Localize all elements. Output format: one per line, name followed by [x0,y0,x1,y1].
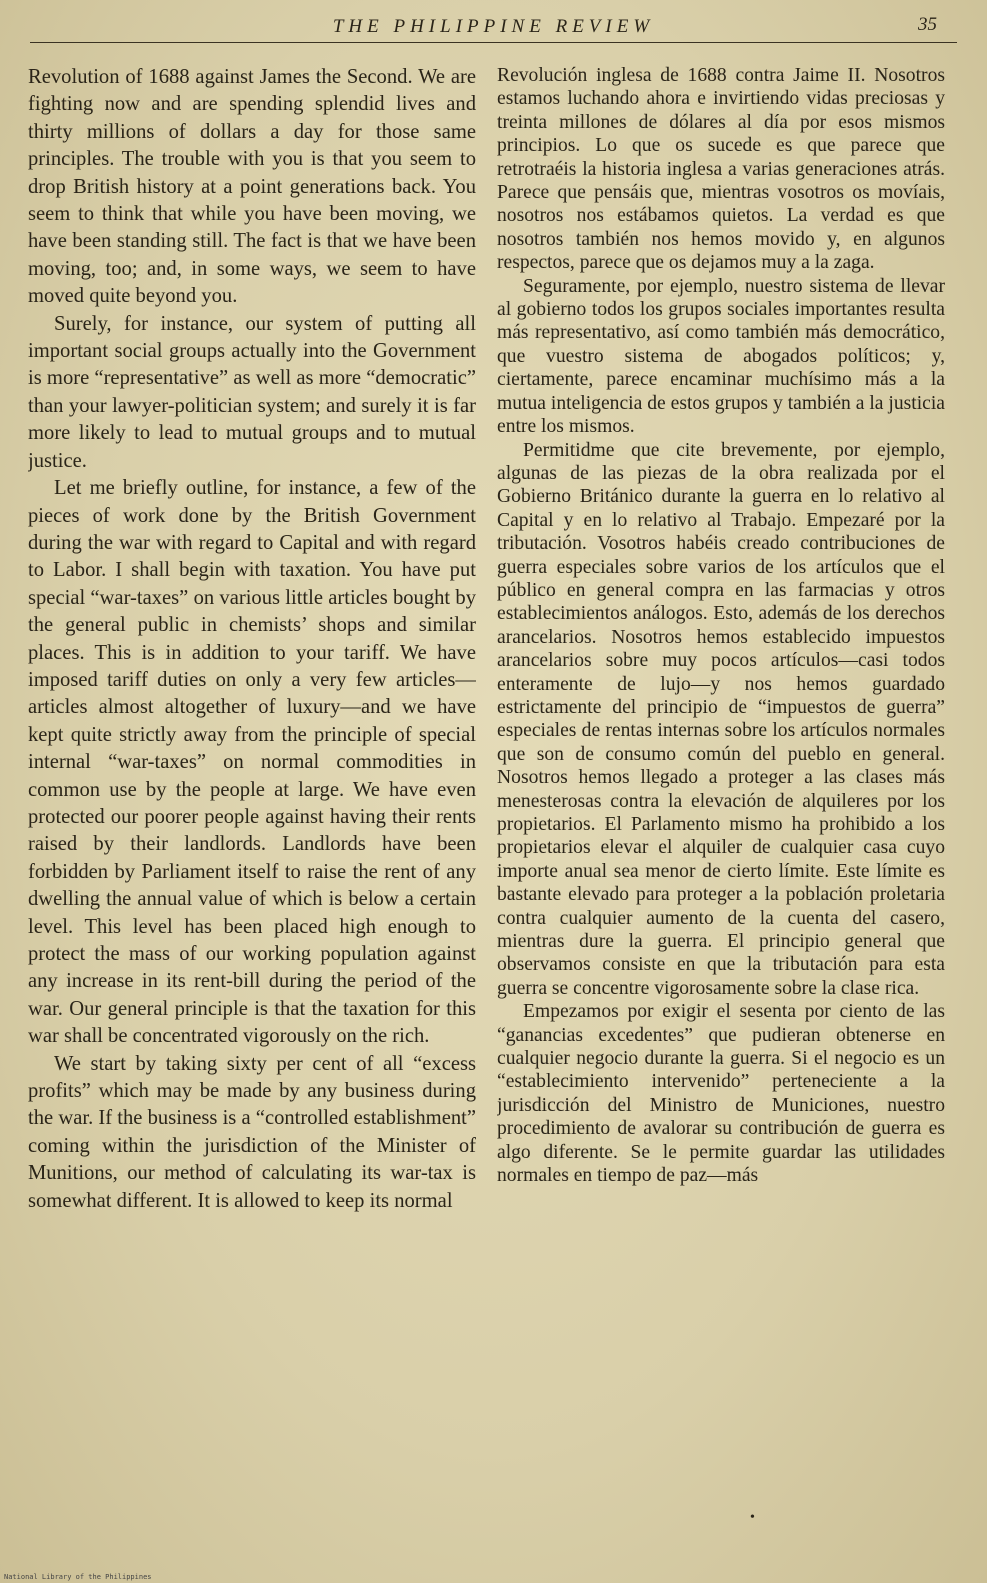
ink-dot: • [750,1510,755,1525]
spanish-paragraph: Seguramente, por ejemplo, nuestro sistema de llevar al gobierno todos los grupos sociales importantes resulta más representativo, así como también más democrático, que vuestro sistema de abogados políticos; y, ciertamente, parece encaminar muchísimo más a la mutua inteligencia de estos grupos y también a la justicia entre los mismos. [497,275,945,438]
spanish-paragraph: Empezamos por exigir el sesenta por ciento de las “ganancias excedentes” que pudieran obtenerse en cualquier negocio durante la guerra. Si el negocio es un “establecimiento intervenido” perteneciente a la jurisdicción del Ministro de Municiones, nuestro procedimiento de avalorar su contribución de guerra es algo diferente. Se le permite guardar las utilidades normales en tiempo de paz—más [497,1001,945,1187]
page-number: 35 [918,14,937,35]
spanish-column [497,64,945,1543]
journal-title: THE PHILIPPINE REVIEW [332,16,655,37]
english-paragraph: Surely, for instance, our system of putting all important social groups actually into the Government is more “representative” as well as more “democratic” than your lawyer-politician system; and surely it is far more likely to lead to mutual groups and to mutual justice. [28,312,476,472]
english-column [28,64,476,1543]
english-paragraph: Let me briefly outline, for instance, a few of the pieces of work done by the British Government during the war with regard to Capital and with regard to Labor. I shall begin with taxation. You have put special “war-taxes” on various little articles bought by the general public in chemists’ shops and similar places. This is in addition to your tariff. We have imposed tariff duties on only a very few articles—articles almost altogether of luxury—and we have kept quite strictly away from the principle of special internal “war-taxes” on normal commodities in common use by the people at large. We have even protected our poorer people against having their rents raised by their landlords. Landlords have been forbidden by Parliament itself to raise the rent of any dwelling the annual value of which is below a certain level. This level has been placed high enough to protect the mass of our working population against any increase in its rent-bill during the period of the war. Our general principle is that the taxation for this war shall be concentrated vigorously on the rich. [28,477,476,1048]
english-paragraph: We start by taking sixty per cent of all “excess profits” which may be made by any business during the war. If the business is a “controlled establishment” coming within the jurisdiction of the Minister of Munitions, our method of calculating its war-tax is somewhat different. It is allowed to keep its normal [28,1052,476,1212]
spanish-paragraph: Permitidme que cite brevemente, por ejemplo, algunas de las piezas de la obra realizada por el Gobierno Británico durante la guerra en lo relativo al Capital y en lo relativo al Trabajo. Empezaré por la tributación. Vosotros habéis creado contribuciones de guerra especiales sobre varios de los artículos que el público en general compra en las farmacias y otros establecimientos análogos. Esto, además de los derechos arancelarios. Nosotros hemos establecido impuestos arancelarios sobre muy pocos artículos—casi todos enteramente de lujo—y nos hemos guardado estrictamente del principio de “impuestos de guerra” especiales de rentas internas sobre los artículos normales que son de consumo común del pueblo en general. Nosotros hemos llegado a proteger a las clases más menesterosas contra la elevación de alquileres por los propietarios. El Parlamento mismo ha prohibido a los propietarios elevar el alquiler de cualquier casa cuyo importe anual sea menor de cierto límite. Este límite es bastante elevado para proteger a la población proletaria contra cualquier aumento de la cuenta del casero, mientras dure la guerra. El principio general que observamos consiste en que la tributación para esta guerra se concentre vigorosamente sobre la clase rica. [497,439,945,999]
running-header [30,12,957,43]
spanish-paragraph: Revolución inglesa de 1688 contra Jaime II. Nosotros estamos luchando ahora e invirtiendo vidas preciosas y treinta millones de dólares al día por esos mismos principios. Lo que os sucede es que parece que retrotraéis la historia inglesa a varias generaciones atrás. Parece que pensáis que, mientras vosotros os movíais, nosotros nos estábamos quietos. La verdad es que nosotros también nos hemos movido y, en algunos respectos, parece que os dejamos muy a la zaga. [497,65,945,274]
scan-credit: National Library of the Philippines [4,1573,152,1581]
english-paragraph: Revolution of 1688 against James the Second. We are fighting now and are spending splendid lives and thirty millions of dollars a day for those same principles. The trouble with you is that you seem to drop British history at a point generations back. You seem to think that while you have been moving, we have been standing still. The fact is that we have been moving, too; and, in some ways, we seem to have moved quite beyond you. [28,66,476,308]
